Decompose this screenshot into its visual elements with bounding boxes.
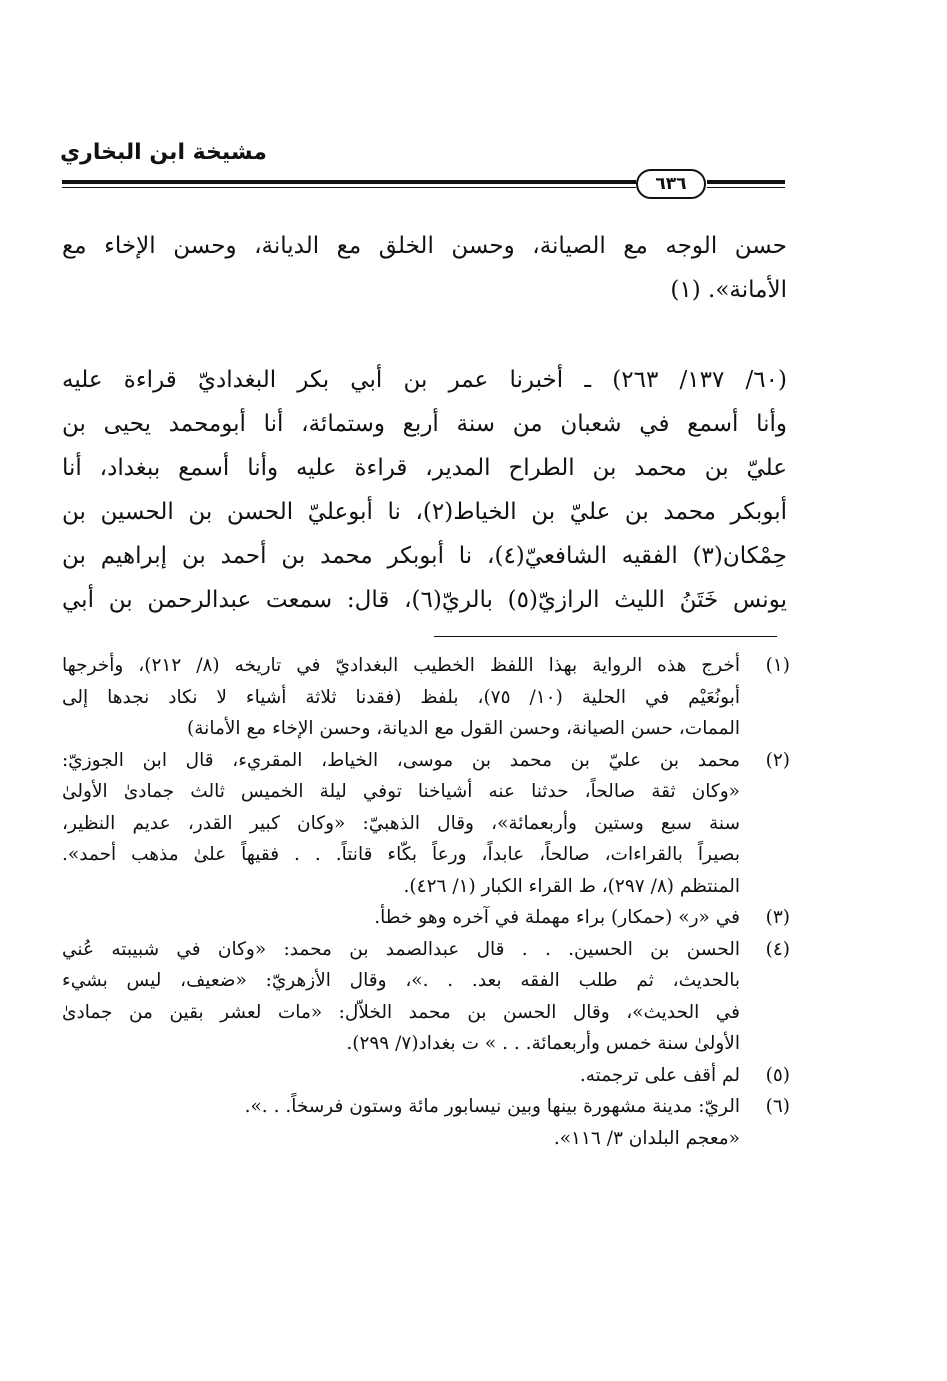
footnote-6 — [62, 1091, 790, 1154]
footnote-text — [62, 650, 740, 745]
footnotes — [62, 650, 790, 1154]
text-line: عليّ بن محمد بن الطراح المدير، قراءة عليه وأنا أسمع ببغداد، أنا — [62, 455, 787, 481]
footnote-4 — [62, 934, 790, 1060]
footnote-line: «وكان ثقة صالحاً، حدثنا عنه أشياخنا توفي ليلة الخميس ثالث جمادىٰ الأولىٰ — [62, 781, 740, 802]
footnote-text — [62, 902, 740, 934]
main-text-continuation — [62, 224, 787, 312]
page-number: ٦٣٦ — [636, 169, 706, 199]
header-rule-left-thin — [62, 187, 636, 188]
footnote-line: أخرج هذه الرواية بهذا اللفظ الخطيب البغداديّ في تاريخه (٨/ ٢١٢)، وأخرجها — [62, 655, 740, 676]
text-line: أبوبكر محمد بن عليّ بن الخياط(٢)، نا أبوعليّ الحسن بن الحسين بن — [62, 499, 788, 525]
text-line: الأمانة». (١) — [670, 277, 787, 303]
footnote-line: في «ر» (حمكار) براء مهملة في آخره وهو خطأ. — [374, 907, 740, 928]
footnote-number: (٥) — [765, 1064, 790, 1086]
footnote-text — [62, 1060, 740, 1092]
footnote-line: «معجم البلدان ٣/ ١١٦». — [553, 1127, 740, 1149]
footnote-line: لم أقف على ترجمته. — [579, 1064, 740, 1086]
footnote-line: بصيراً بالقراءات، صالحاً، عابداً، ورعاً بكّاء قانتاً. . . فقيهاً علىٰ مذهب أحمد». — [62, 844, 740, 865]
footnote-number: (٣) — [765, 907, 790, 928]
footnote-text — [62, 745, 740, 903]
footnote-number: (١) — [765, 655, 790, 676]
header-rule-right-thick — [707, 180, 785, 184]
footnote-line: سنة سبع وستين وأربعمائة»، وقال الذهبيّ: «وكان كبير القدر، عديم النظير، — [62, 812, 740, 834]
header-rule-right-thin — [707, 187, 785, 188]
text-line: حِمْكان(٣) الفقيه الشافعيّ(٤)، نا أبوبكر محمد بن أحمد بن إبراهيم بن — [62, 543, 787, 569]
text-line: يونس خَتَنُ الليث الرازيّ(٥) بالريّ(٦)، قال: سمعت عبدالرحمن بن أبي — [62, 587, 787, 613]
footnote-5 — [62, 1060, 790, 1092]
text-line: وأنا أسمع في شعبان من سنة أربع وستمائة، أنا أبومحمد يحيى بن — [62, 411, 787, 437]
hadith-paragraph — [62, 358, 787, 622]
footnote-number: (٢) — [765, 749, 790, 771]
footnote-line: الريّ: مدينة مشهورة بينها وبين نيسابور مائة وستون فرسخاً. . .». — [244, 1096, 740, 1117]
footnote-line: الممات، حسن الصيانة، وحسن القول مع الديانة، وحسن الإخاء مع الأمانة) — [187, 718, 740, 739]
footnote-2 — [62, 745, 790, 903]
footnote-line: بالحديث، ثم طلب الفقه بعد. . .»، وقال الأزهريّ: «ضعيف، ليس بشيء — [62, 970, 740, 991]
footnote-line: في الحديث»، وقال الحسن بن محمد الخلاّل: «مات لعشر بقين من جمادىٰ — [62, 1001, 740, 1023]
running-header-title: مشيخة ابن البخاري — [60, 140, 267, 165]
footnote-line: المنتظم (٨/ ٢٩٧)، ط القراء الكبار (١/ ٤٢٦). — [403, 875, 740, 897]
footnote-number: (٦) — [765, 1096, 790, 1117]
text-line: (٦٠/ ١٣٧/ ٢٦٣) ـ أخبرنا عمر بن أبي بكر البغداديّ قراءة عليه — [62, 367, 787, 393]
footnote-1 — [62, 650, 790, 745]
footnote-3 — [62, 902, 790, 934]
footnote-text — [62, 934, 740, 1060]
footnote-line: أبونُعَيْم في الحلية (١٠/ ٧٥)، بلفظ (فقدنا ثلاثة أشياء لا نكاد نجدها إلى — [62, 686, 740, 708]
header-rule-left-thick — [62, 180, 636, 184]
footnote-line: محمد بن عليّ بن محمد بن موسى، الخياط، المقريء، قال ابن الجوزيّ: — [62, 749, 740, 771]
footnote-number: (٤) — [765, 938, 790, 960]
footnote-line: الحسن بن الحسين. . . قال عبدالصمد بن محمد: «وكان في شبيبته عُني — [62, 938, 740, 960]
footnote-text — [62, 1091, 740, 1154]
text-line: حسن الوجه مع الصيانة، وحسن الخلق مع الديانة، وحسن الإخاء مع — [62, 233, 787, 259]
footnote-line: الأولىٰ سنة خمس وأربعمائة. . . » ت بغداد(٧/ ٢٩٩). — [346, 1033, 740, 1054]
footnote-separator — [434, 636, 777, 637]
